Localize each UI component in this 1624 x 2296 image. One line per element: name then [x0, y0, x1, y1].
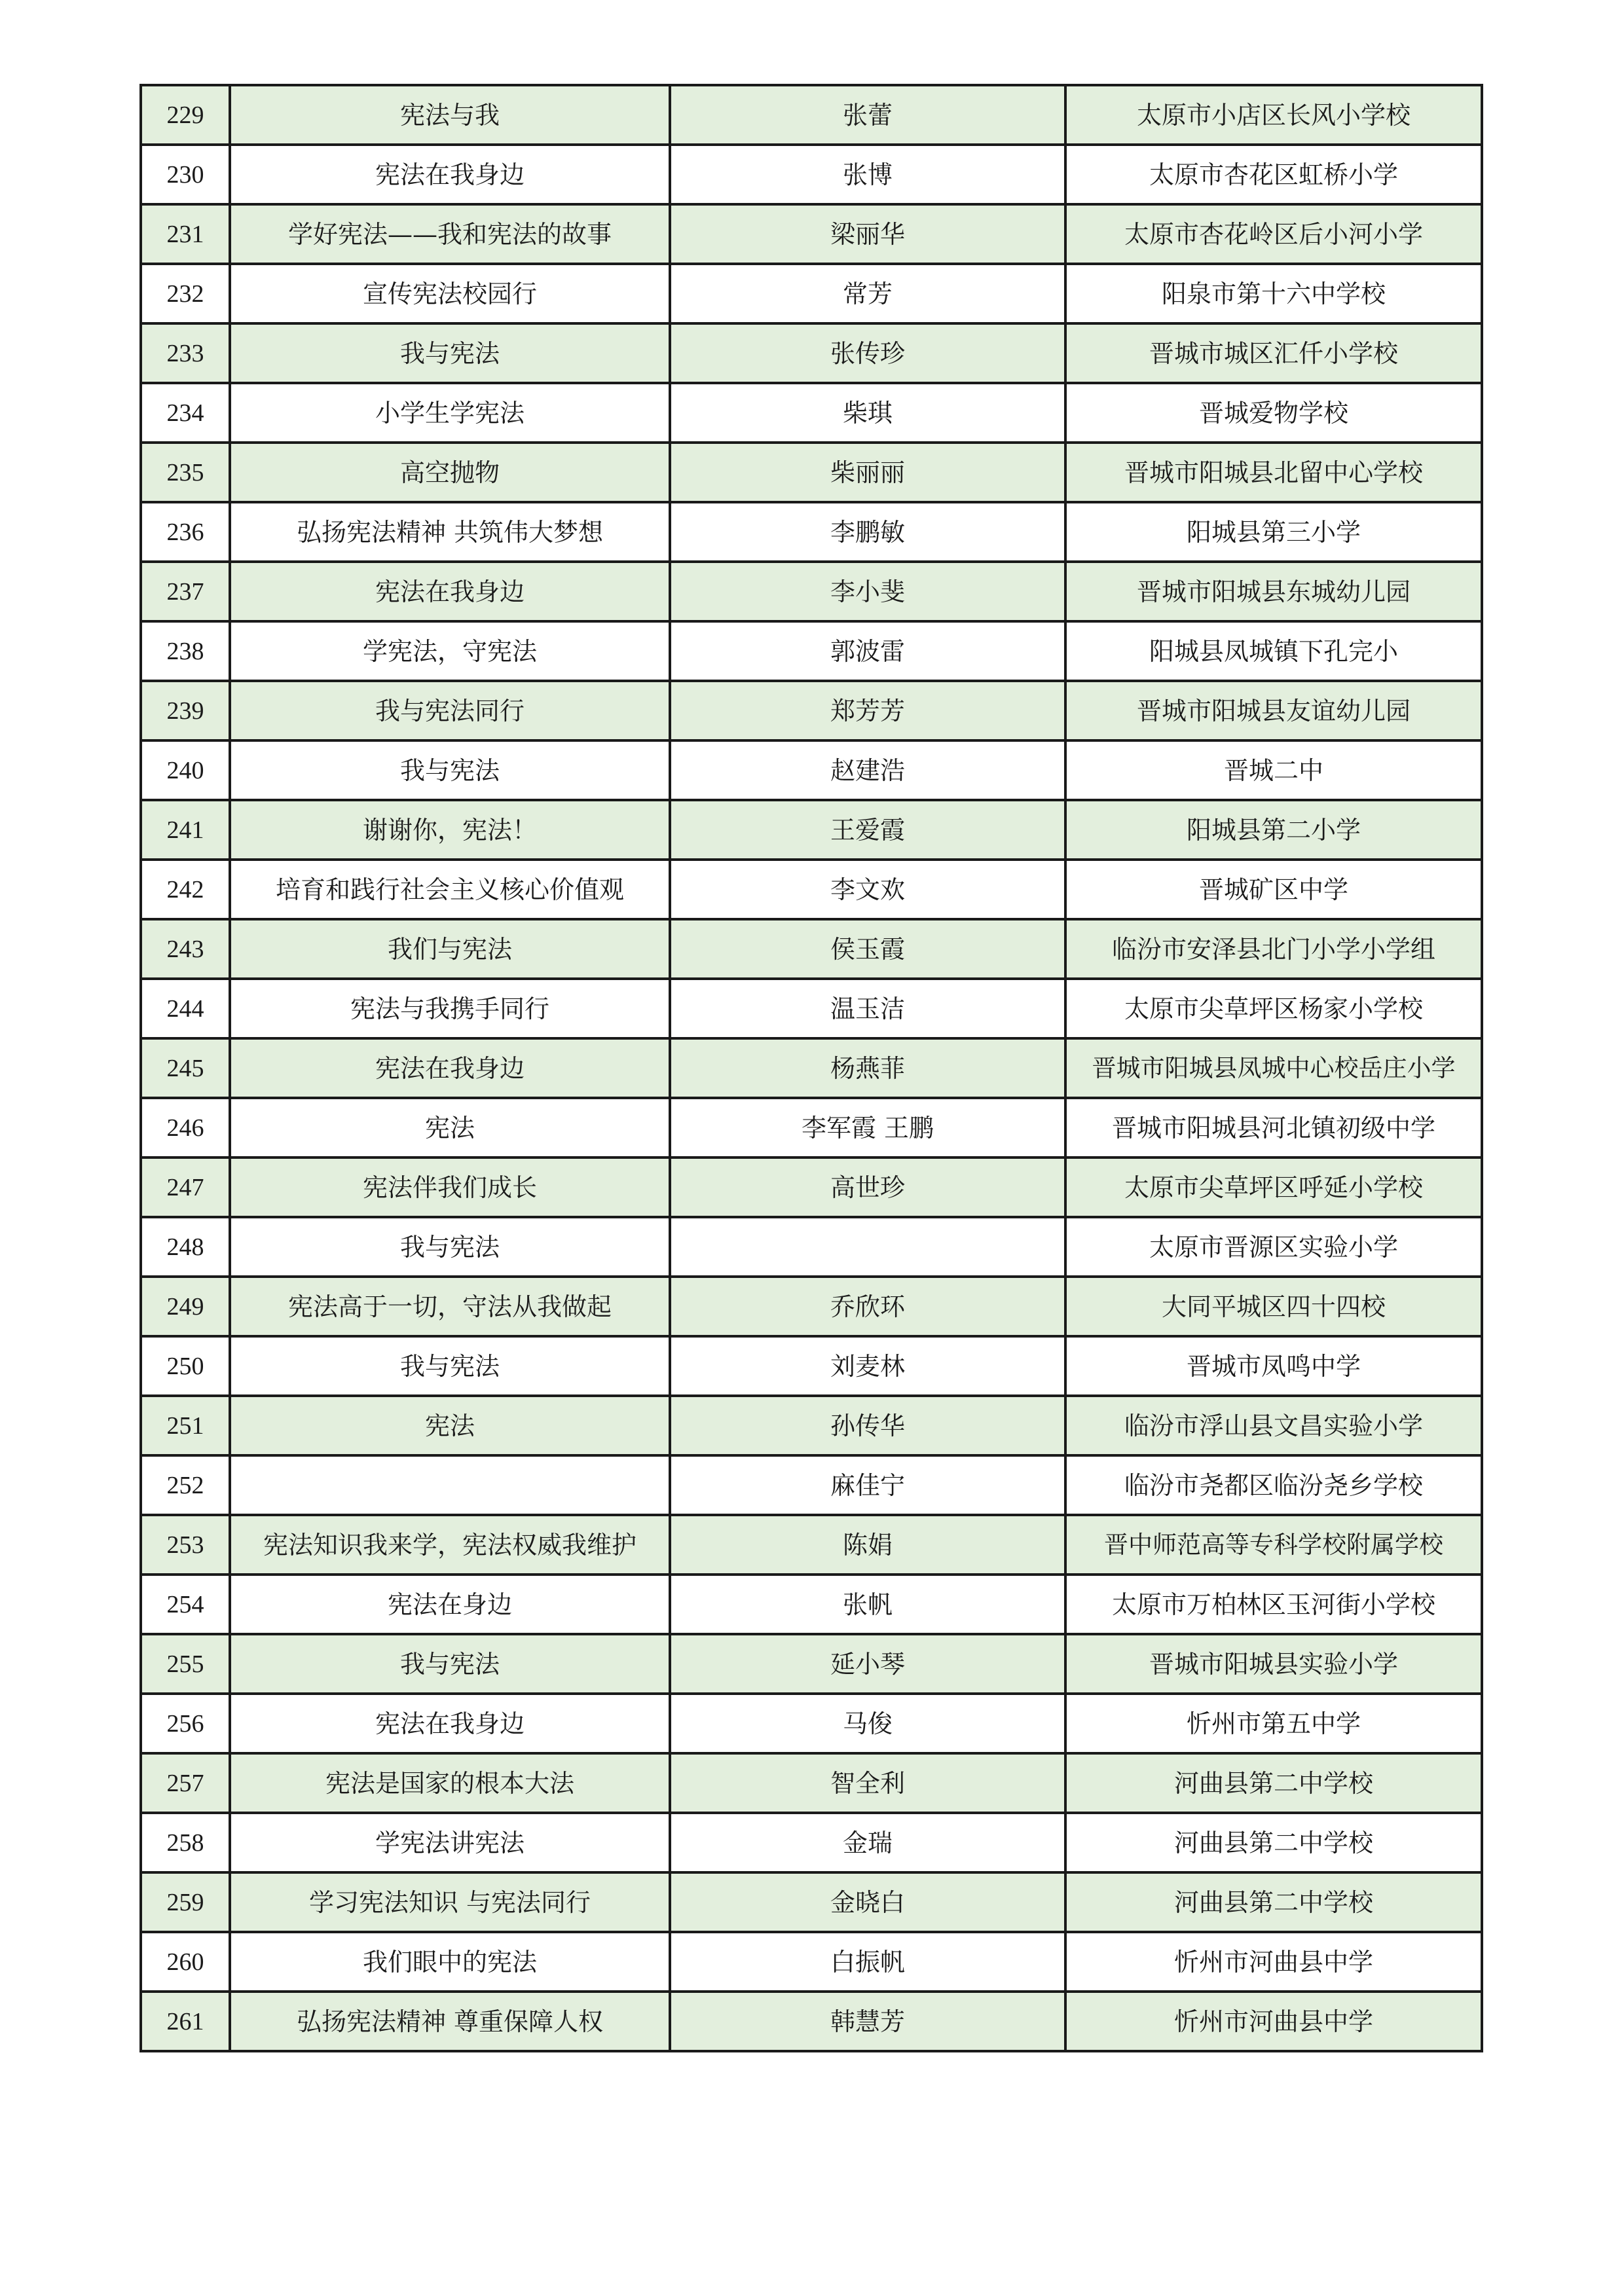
entries-table: [139, 84, 1483, 2052]
row-number-cell: 241: [141, 800, 230, 860]
author-cell: 陈娟: [670, 1515, 1065, 1575]
row-number-cell: 259: [141, 1872, 230, 1932]
author-cell: 侯玉霞: [670, 919, 1065, 979]
table-row: [141, 1753, 1482, 1813]
table-row: [141, 1992, 1482, 2051]
entry-title-cell: 我与宪法同行: [230, 681, 670, 740]
author-cell: 韩慧芳: [670, 1992, 1065, 2051]
school-cell: 忻州市第五中学: [1065, 1694, 1482, 1753]
entry-title-cell: 培育和践行社会主义核心价值观: [230, 860, 670, 919]
table-row: [141, 323, 1482, 383]
entry-title-cell: 宪法: [230, 1098, 670, 1157]
table-row: [141, 1217, 1482, 1277]
entry-title-cell: 小学生学宪法: [230, 383, 670, 443]
row-number-cell: 233: [141, 323, 230, 383]
table-row: [141, 1872, 1482, 1932]
row-number-cell: 253: [141, 1515, 230, 1575]
table-row: [141, 85, 1482, 145]
row-number-cell: 229: [141, 85, 230, 145]
school-cell: 太原市小店区长风小学校: [1065, 85, 1482, 145]
school-cell: 太原市万柏林区玉河街小学校: [1065, 1575, 1482, 1634]
entry-title-cell: 宪法在我身边: [230, 1694, 670, 1753]
table-row: [141, 562, 1482, 621]
table-row: [141, 1336, 1482, 1396]
entry-title-cell: 我与宪法: [230, 1217, 670, 1277]
row-number-cell: 246: [141, 1098, 230, 1157]
author-cell: 李军霞 王鹏: [670, 1098, 1065, 1157]
table-row: [141, 383, 1482, 443]
school-cell: 晋城矿区中学: [1065, 860, 1482, 919]
entry-title-cell: 宪法在我身边: [230, 1038, 670, 1098]
entry-title-cell: 弘扬宪法精神 共筑伟大梦想: [230, 502, 670, 562]
school-cell: 忻州市河曲县中学: [1065, 1992, 1482, 2051]
entry-title-cell: 我们眼中的宪法: [230, 1932, 670, 1992]
entry-title-cell: 学宪法，守宪法: [230, 621, 670, 681]
row-number-cell: 237: [141, 562, 230, 621]
row-number-cell: 238: [141, 621, 230, 681]
table-row: [141, 1098, 1482, 1157]
school-cell: 晋中师范高等专科学校附属学校: [1065, 1515, 1482, 1575]
school-cell: 太原市杏花岭区后小河小学: [1065, 204, 1482, 264]
school-cell: 晋城市凤鸣中学: [1065, 1336, 1482, 1396]
table-row: [141, 145, 1482, 204]
row-number-cell: 258: [141, 1813, 230, 1872]
author-cell: 郭波雷: [670, 621, 1065, 681]
entry-title-cell: 宪法高于一切，守法从我做起: [230, 1277, 670, 1336]
entry-title-cell: 宪法在我身边: [230, 145, 670, 204]
row-number-cell: 247: [141, 1157, 230, 1217]
table-row: [141, 1515, 1482, 1575]
entry-title-cell: 宣传宪法校园行: [230, 264, 670, 323]
entry-title-cell: 宪法在我身边: [230, 562, 670, 621]
row-number-cell: 254: [141, 1575, 230, 1634]
school-cell: 河曲县第二中学校: [1065, 1753, 1482, 1813]
entry-title-cell: 宪法伴我们成长: [230, 1157, 670, 1217]
row-number-cell: 236: [141, 502, 230, 562]
author-cell: 高世珍: [670, 1157, 1065, 1217]
entry-title-cell: 宪法在身边: [230, 1575, 670, 1634]
entry-title-cell: 宪法: [230, 1396, 670, 1455]
author-cell: 金瑞: [670, 1813, 1065, 1872]
author-cell: 白振帆: [670, 1932, 1065, 1992]
school-cell: 晋城市阳城县东城幼儿园: [1065, 562, 1482, 621]
row-number-cell: 255: [141, 1634, 230, 1694]
entry-title-cell: 宪法与我: [230, 85, 670, 145]
author-cell: 马俊: [670, 1694, 1065, 1753]
row-number-cell: 243: [141, 919, 230, 979]
school-cell: 大同平城区四十四校: [1065, 1277, 1482, 1336]
author-cell: 乔欣环: [670, 1277, 1065, 1336]
entry-title-cell: 学宪法讲宪法: [230, 1813, 670, 1872]
row-number-cell: 260: [141, 1932, 230, 1992]
table-row: [141, 1813, 1482, 1872]
entry-title-cell: 我们与宪法: [230, 919, 670, 979]
entry-title-cell: 谢谢你，宪法！: [230, 800, 670, 860]
table-row: [141, 1277, 1482, 1336]
school-cell: 晋城市城区汇仟小学校: [1065, 323, 1482, 383]
table-row: [141, 800, 1482, 860]
entries-table-body: [141, 85, 1482, 2051]
author-cell: [670, 1217, 1065, 1277]
school-cell: 晋城市阳城县河北镇初级中学: [1065, 1098, 1482, 1157]
author-cell: 梁丽华: [670, 204, 1065, 264]
row-number-cell: 230: [141, 145, 230, 204]
row-number-cell: 245: [141, 1038, 230, 1098]
school-cell: 太原市尖草坪区杨家小学校: [1065, 979, 1482, 1038]
table-row: [141, 1157, 1482, 1217]
row-number-cell: 240: [141, 740, 230, 800]
table-row: [141, 979, 1482, 1038]
row-number-cell: 235: [141, 443, 230, 502]
entry-title-cell: 宪法是国家的根本大法: [230, 1753, 670, 1813]
school-cell: 晋城二中: [1065, 740, 1482, 800]
entry-title-cell: 我与宪法: [230, 323, 670, 383]
table-row: [141, 1634, 1482, 1694]
school-cell: 阳城县凤城镇下孔完小: [1065, 621, 1482, 681]
author-cell: 智全利: [670, 1753, 1065, 1813]
table-row: [141, 860, 1482, 919]
row-number-cell: 239: [141, 681, 230, 740]
row-number-cell: 234: [141, 383, 230, 443]
row-number-cell: 261: [141, 1992, 230, 2051]
row-number-cell: 257: [141, 1753, 230, 1813]
author-cell: 张蕾: [670, 85, 1065, 145]
row-number-cell: 244: [141, 979, 230, 1038]
table-row: [141, 621, 1482, 681]
table-row: [141, 1694, 1482, 1753]
entry-title-cell: 学习宪法知识 与宪法同行: [230, 1872, 670, 1932]
author-cell: 温玉洁: [670, 979, 1065, 1038]
school-cell: 阳城县第二小学: [1065, 800, 1482, 860]
row-number-cell: 242: [141, 860, 230, 919]
school-cell: 临汾市尧都区临汾尧乡学校: [1065, 1455, 1482, 1515]
table-row: [141, 204, 1482, 264]
entry-title-cell: 我与宪法: [230, 1336, 670, 1396]
school-cell: 临汾市安泽县北门小学小学组: [1065, 919, 1482, 979]
table-row: [141, 919, 1482, 979]
table-row: [141, 1038, 1482, 1098]
school-cell: 阳泉市第十六中学校: [1065, 264, 1482, 323]
table-row: [141, 740, 1482, 800]
entry-title-cell: 宪法与我携手同行: [230, 979, 670, 1038]
entry-title-cell: 弘扬宪法精神 尊重保障人权: [230, 1992, 670, 2051]
school-cell: 太原市晋源区实验小学: [1065, 1217, 1482, 1277]
school-cell: 临汾市浮山县文昌实验小学: [1065, 1396, 1482, 1455]
entry-title-cell: 学好宪法——我和宪法的故事: [230, 204, 670, 264]
row-number-cell: 249: [141, 1277, 230, 1336]
row-number-cell: 231: [141, 204, 230, 264]
school-cell: 晋城爱物学校: [1065, 383, 1482, 443]
author-cell: 常芳: [670, 264, 1065, 323]
document-page: [139, 84, 1481, 2052]
school-cell: 太原市尖草坪区呼延小学校: [1065, 1157, 1482, 1217]
table-row: [141, 1455, 1482, 1515]
row-number-cell: 248: [141, 1217, 230, 1277]
author-cell: 麻佳宁: [670, 1455, 1065, 1515]
table-row: [141, 502, 1482, 562]
author-cell: 柴琪: [670, 383, 1065, 443]
row-number-cell: 251: [141, 1396, 230, 1455]
row-number-cell: 252: [141, 1455, 230, 1515]
row-number-cell: 250: [141, 1336, 230, 1396]
table-row: [141, 443, 1482, 502]
entry-title-cell: 高空抛物: [230, 443, 670, 502]
entry-title-cell: 我与宪法: [230, 740, 670, 800]
school-cell: 阳城县第三小学: [1065, 502, 1482, 562]
author-cell: 王爱霞: [670, 800, 1065, 860]
author-cell: 赵建浩: [670, 740, 1065, 800]
table-row: [141, 1932, 1482, 1992]
table-row: [141, 1396, 1482, 1455]
entry-title-cell: 我与宪法: [230, 1634, 670, 1694]
author-cell: 金晓白: [670, 1872, 1065, 1932]
author-cell: 杨燕菲: [670, 1038, 1065, 1098]
table-row: [141, 1575, 1482, 1634]
school-cell: 晋城市阳城县北留中心学校: [1065, 443, 1482, 502]
author-cell: 张传珍: [670, 323, 1065, 383]
table-row: [141, 264, 1482, 323]
school-cell: 太原市杏花区虹桥小学: [1065, 145, 1482, 204]
row-number-cell: 232: [141, 264, 230, 323]
school-cell: 河曲县第二中学校: [1065, 1813, 1482, 1872]
author-cell: 张博: [670, 145, 1065, 204]
school-cell: 晋城市阳城县实验小学: [1065, 1634, 1482, 1694]
author-cell: 刘麦林: [670, 1336, 1065, 1396]
author-cell: 李鹏敏: [670, 502, 1065, 562]
entry-title-cell: 宪法知识我来学，宪法权威我维护: [230, 1515, 670, 1575]
school-cell: 晋城市阳城县凤城中心校岳庄小学: [1065, 1038, 1482, 1098]
table-row: [141, 681, 1482, 740]
author-cell: 柴丽丽: [670, 443, 1065, 502]
school-cell: 河曲县第二中学校: [1065, 1872, 1482, 1932]
row-number-cell: 256: [141, 1694, 230, 1753]
author-cell: 李文欢: [670, 860, 1065, 919]
author-cell: 张帆: [670, 1575, 1065, 1634]
school-cell: 忻州市河曲县中学: [1065, 1932, 1482, 1992]
author-cell: 孙传华: [670, 1396, 1065, 1455]
entry-title-cell: [230, 1455, 670, 1515]
author-cell: 李小斐: [670, 562, 1065, 621]
school-cell: 晋城市阳城县友谊幼儿园: [1065, 681, 1482, 740]
author-cell: 延小琴: [670, 1634, 1065, 1694]
author-cell: 郑芳芳: [670, 681, 1065, 740]
